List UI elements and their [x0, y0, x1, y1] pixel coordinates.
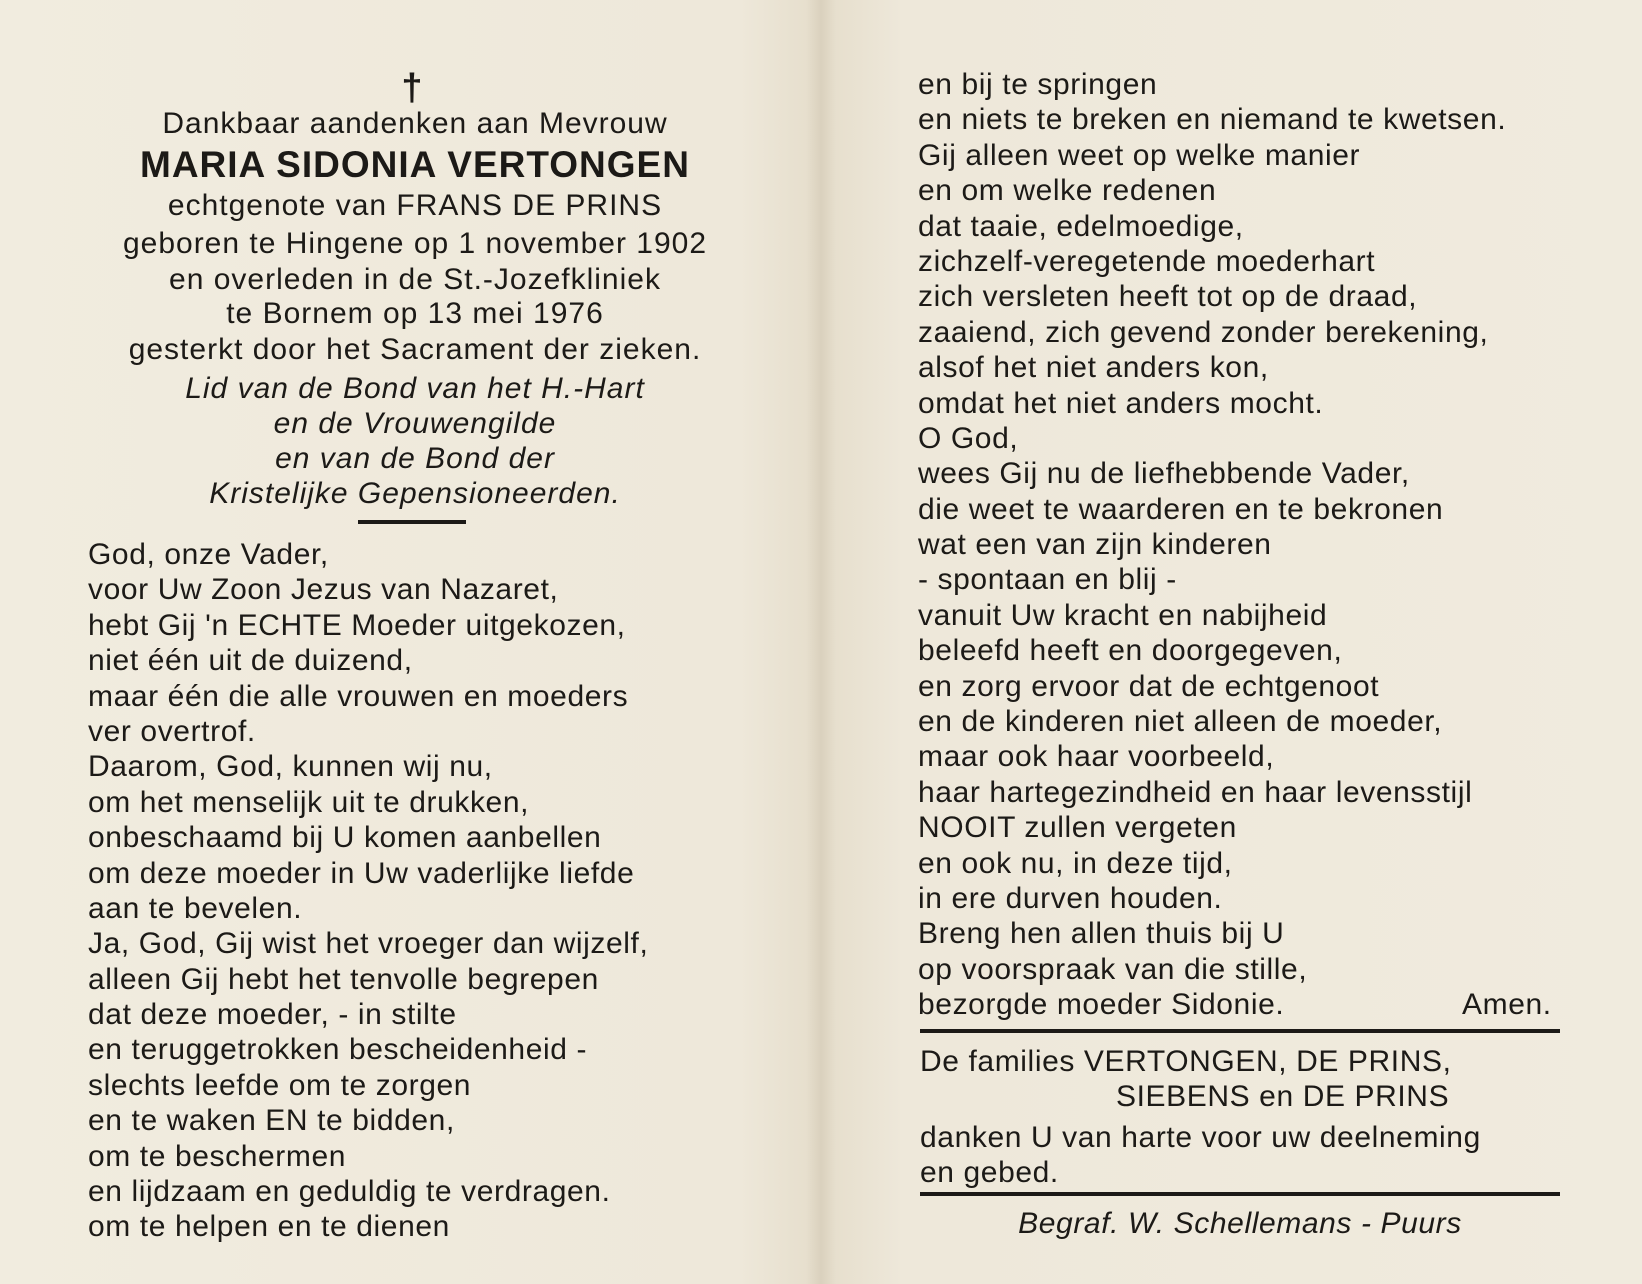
prayer-line: om het menselijk uit te drukken,: [88, 785, 530, 819]
membership-line: en van de Bond der: [275, 442, 555, 475]
prayer-line: dat deze moeder, - in stilte: [88, 998, 457, 1032]
prayer-line: en ook nu, in deze tijd,: [918, 846, 1233, 880]
prayer-line: wees Gij nu de liefhebbende Vader,: [918, 457, 1410, 491]
prayer-line: aan te bevelen.: [88, 891, 303, 925]
prayer-line: en niets te breken en niemand te kwetsen.: [918, 103, 1507, 137]
prayer-line: en om welke redenen: [918, 174, 1217, 208]
prayer-line: zaaiend, zich gevend zonder berekening,: [918, 315, 1489, 349]
prayer-line: ver overtrof.: [88, 714, 256, 748]
prayer-line: alsof het niet anders kon,: [918, 351, 1269, 385]
membership-line: Kristelijke Gepensioneerden.: [209, 477, 621, 510]
prayer-right: [918, 67, 1552, 1023]
prayer-line: Breng hen allen thuis bij U: [918, 917, 1285, 951]
prayer-line: slechts leefde om te zorgen: [88, 1068, 472, 1102]
prayer-line: en teruggetrokken bescheidenheid -: [88, 1033, 588, 1067]
prayer-line: om deze moeder in Uw vaderlijke liefde: [88, 856, 635, 890]
thanks-line: en gebed.: [920, 1156, 1059, 1189]
death-line-1: en overleden in de St.-Jozefkliniek: [169, 263, 661, 296]
printer-credit: Begraf. W. Schellemans - Puurs: [1018, 1207, 1462, 1240]
membership-line: Lid van de Bond van het H.-Hart: [185, 372, 645, 405]
prayer-line: Daarom, God, kunnen wij nu,: [88, 750, 493, 784]
card-fold: [806, 0, 836, 1284]
prayer-line: en zorg ervoor dat de echtgenoot: [918, 669, 1380, 703]
prayer-line: om te beschermen: [88, 1139, 347, 1173]
prayer-line: in ere durven houden.: [918, 881, 1223, 915]
death-line-2: te Bornem op 13 mei 1976: [226, 297, 604, 330]
prayer-line: omdat het niet anders mocht.: [918, 386, 1324, 420]
prayer-line: om te helpen en te dienen: [88, 1210, 450, 1244]
divider-short: [358, 520, 466, 524]
prayer-line: Gij alleen weet op welke manier: [918, 138, 1361, 172]
prayer-line: op voorspraak van die stille,: [918, 952, 1308, 986]
sacrament-line: gesterkt door het Sacrament der zieken.: [128, 333, 702, 366]
families-line: SIEBENS en DE PRINS: [1116, 1080, 1450, 1113]
prayer-line: zichzelf-veregetende moederhart: [918, 244, 1376, 278]
spouse-line: echtgenote van FRANS DE PRINS: [167, 189, 663, 222]
prayer-line: beleefd heeft en doorgegeven,: [918, 634, 1343, 668]
cross-icon: †: [401, 67, 423, 109]
amen-text: Amen.: [1462, 988, 1552, 1022]
prayer-line: en de kinderen niet alleen de moeder,: [918, 705, 1443, 739]
prayer-line: onbeschaamd bij U komen aanbellen: [88, 821, 602, 855]
prayer-line: en te waken EN te bidden,: [88, 1104, 455, 1138]
prayer-line: O God,: [918, 421, 1019, 455]
prayer-line: bezorgde moeder Sidonie.: [918, 988, 1285, 1022]
prayer-line: zich versleten heeft tot op de draad,: [918, 280, 1418, 314]
membership-line: en de Vrouwengilde: [273, 407, 557, 440]
birth-line: geboren te Hingene op 1 november 1902: [122, 227, 708, 260]
prayer-line: alleen Gij hebt het tenvolle begrepen: [88, 962, 599, 996]
prayer-line: - spontaan en blij -: [918, 563, 1177, 597]
prayer-line: voor Uw Zoon Jezus van Nazaret,: [88, 573, 559, 607]
thanks-line: danken U van harte voor uw deelneming: [920, 1121, 1481, 1154]
deceased-name: MARIA SIDONIA VERTONGEN: [140, 144, 690, 185]
prayer-line: die weet te waarderen en te bekronen: [918, 492, 1444, 526]
prayer-line: God, onze Vader,: [88, 538, 329, 571]
divider-long: [920, 1029, 1560, 1033]
prayer-line: vanuit Uw kracht en nabijheid: [918, 598, 1328, 632]
families-line: De families VERTONGEN, DE PRINS,: [920, 1045, 1452, 1078]
divider-long: [920, 1192, 1560, 1196]
prayer-line: haar hartegezindheid en haar levensstijl: [918, 775, 1473, 809]
prayer-line: en bij te springen: [918, 68, 1158, 101]
prayer-line: Ja, God, Gij wist het vroeger dan wijzelf,: [88, 927, 649, 961]
prayer-line: dat taaie, edelmoedige,: [918, 209, 1244, 243]
prayer-line: wat een van zijn kinderen: [918, 528, 1272, 562]
intro-line: Dankbaar aandenken aan Mevrouw: [162, 107, 668, 140]
prayer-line: maar één die alle vrouwen en moeders: [88, 679, 629, 713]
prayer-line: niet één uit de duizend,: [88, 644, 413, 678]
prayer-line: NOOIT zullen vergeten: [918, 811, 1237, 845]
membership-block: [70, 371, 760, 511]
left-page: [0, 0, 806, 1284]
prayer-line: hebt Gij 'n ECHTE Moeder uitgekozen,: [88, 608, 626, 642]
families-block: [920, 1044, 1570, 1190]
prayer-line: maar ook haar voorbeeld,: [918, 740, 1275, 774]
prayer-final-line: [918, 987, 1552, 1022]
prayer-line: en lijdzaam en geduldig te verdragen.: [88, 1175, 611, 1209]
prayer-left: [88, 537, 648, 1245]
